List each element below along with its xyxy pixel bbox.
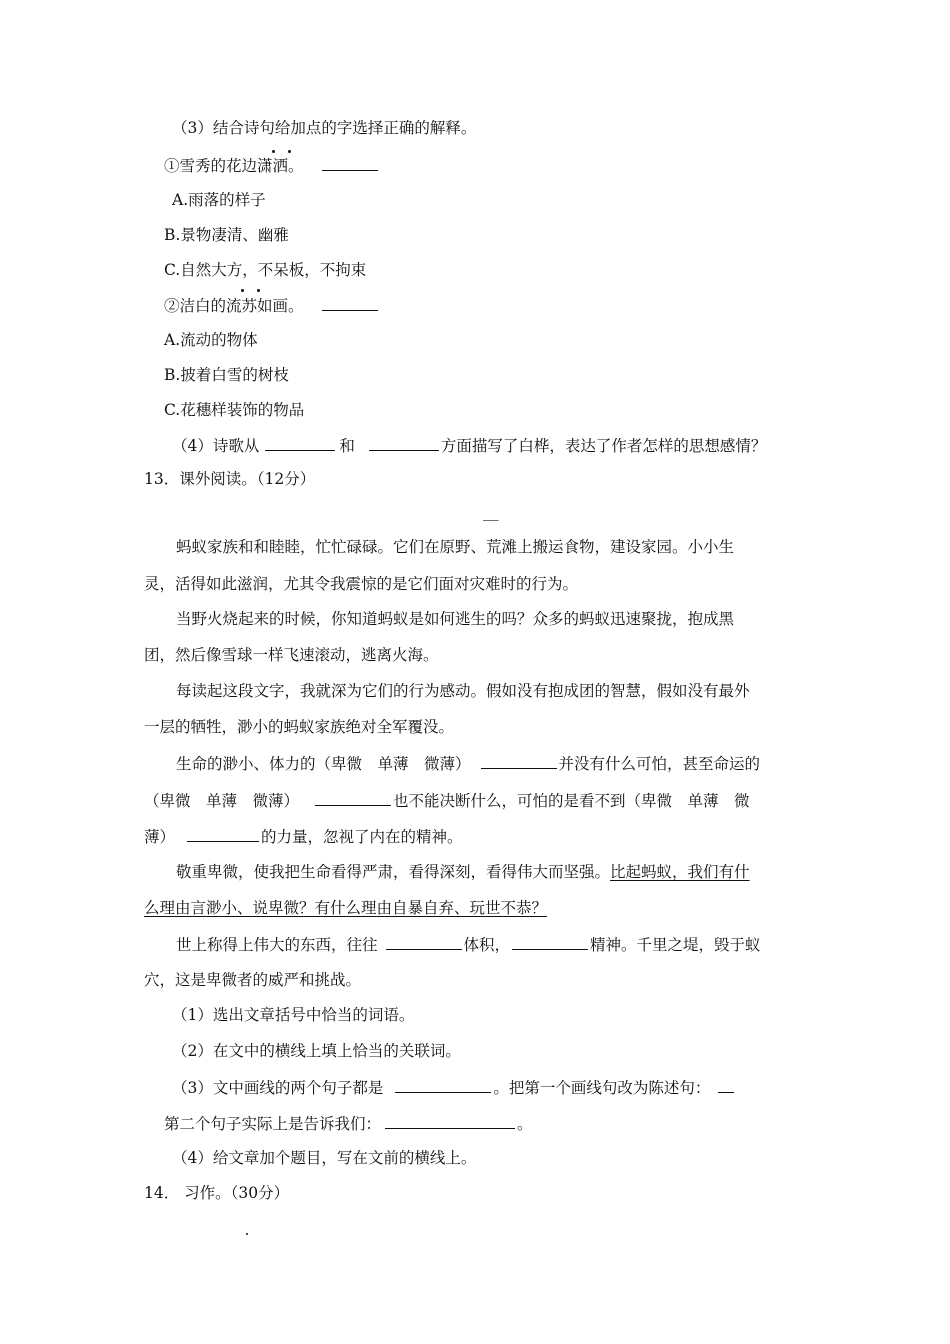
passage-paragraph-1: 灵，活得如此滋润，尤其令我震惊的是它们面对灾难时的行为。 [144,575,579,593]
answer-blank[interactable] [481,753,557,769]
q13-sub3 [172,1077,734,1098]
passage-paragraph-6: 穴，这是卑微者的威严和挑战。 [144,971,362,989]
passage-text: 薄） [144,828,176,846]
underlined-sentence: 么理由言渺小、说卑微？有什么理由自暴自弃、玩世不恭？ [144,899,548,917]
q13-sub3-text: 。把第一个画线句改为陈述句： [493,1079,711,1097]
answer-blank[interactable] [322,155,378,171]
q12-item1-option-c[interactable]: C.自然大方，不呆板，不拘束 [164,261,367,279]
q12-item2-option-c[interactable]: C.花穗样装饰的物品 [164,401,305,419]
q12-sub4 [172,435,766,456]
q12-item2-text: ②洁白的流苏如画。 [164,297,304,315]
passage-text: 也不能决断什么，可怕的是看不到（卑微 单薄 微 [393,792,750,810]
q13-sub3-text: （3）文中画线的两个句子都是 [172,1079,384,1097]
passage-paragraph-6 [176,934,761,955]
passage-text: 精神。千里之堤，毁于蚁 [590,936,761,954]
q14-heading: 14． 习作。（30分） [144,1184,290,1202]
passage-paragraph-5 [176,862,750,882]
q12-item2-option-a[interactable]: A.流动的物体 [164,331,258,349]
passage-paragraph-4 [144,826,463,847]
q13-sub3-text: 第二个句子实际上是告诉我们： [164,1115,382,1133]
answer-blank[interactable] [512,934,588,950]
q12-sub4-text: 方面描写了白桦，表达了作者怎样的思想感情？ [440,437,767,455]
underlined-sentence: 比起蚂蚁，我们有什 [610,863,750,881]
answer-blank[interactable] [369,435,439,451]
passage-text: 并没有什么可怕，甚至命运的 [558,755,761,773]
answer-blank[interactable] [718,1077,734,1093]
passage-text: 世上称得上伟大的东西，往往 [176,936,378,954]
q12-item1-text: ①雪秀的花边潇洒。 [164,157,304,175]
emphasis-dot [241,289,244,292]
passage-text: 敬重卑微，使我把生命看得严肃，看得深刻，看得伟大而坚强。 [176,863,611,881]
emphasis-dot [288,150,291,153]
passage-paragraph-4 [144,790,750,811]
answer-blank[interactable] [322,295,378,311]
answer-blank[interactable] [395,1077,491,1093]
answer-blank[interactable] [315,790,391,806]
q13-sub1: （1）选出文章括号中恰当的词语。 [172,1006,415,1024]
q13-heading: 13．课外阅读。（12分） [144,470,316,488]
passage-paragraph-3: 一层的牺牲，渺小的蚂蚁家族绝对全军覆没。 [144,718,455,736]
passage-text: 的力量，忽视了内在的精神。 [261,828,463,846]
passage-paragraph-3: 每读起这段文字，我就深为它们的行为感动。假如没有抱成团的智慧，假如没有最外 [176,682,750,700]
answer-blank[interactable] [386,934,462,950]
q12-item2-option-b[interactable]: B.披着白雪的树枝 [164,366,289,384]
q13-sub3-line2 [164,1113,533,1134]
q12-sub4-text: 和 [339,437,355,455]
article-title-blank[interactable]: __ [483,503,499,521]
q12-item1-option-a[interactable]: A.雨落的样子 [172,191,266,209]
passage-paragraph-4 [176,753,760,774]
answer-blank[interactable] [265,435,335,451]
q12-sub4-text: （4）诗歌从 [172,437,260,455]
q13-sub3-text: 。 [517,1115,533,1133]
q12-sub3-instruction: （3）结合诗句给加点的字选择正确的解释。 [172,119,477,137]
q12-item1 [164,155,378,176]
passage-text: 体积， [463,936,511,954]
passage-text: 生命的渺小、体力的（卑微 单薄 微薄） [176,755,471,773]
q12-item1-option-b[interactable]: B.景物凄清、幽雅 [164,226,289,244]
answer-blank[interactable] [187,826,259,842]
emphasis-dot [272,150,275,153]
passage-paragraph-1: 蚂蚁家族和和睦睦，忙忙碌碌。它们在原野、荒滩上搬运食物，建设家园。小小生 [176,538,735,556]
q13-sub2: （2）在文中的横线上填上恰当的关联词。 [172,1042,461,1060]
emphasis-dot [257,289,260,292]
passage-paragraph-2: 团，然后像雪球一样飞速滚动，逃离火海。 [144,646,439,664]
q13-sub4: （4）给文章加个题目，写在文前的横线上。 [172,1149,477,1167]
passage-text: （卑微 单薄 微薄） [144,792,300,810]
stray-dot [246,1233,248,1235]
answer-blank[interactable] [385,1113,515,1129]
q12-item2 [164,295,378,316]
passage-paragraph-2: 当野火烧起来的时候，你知道蚂蚁是如何逃生的吗？众多的蚂蚁迅速聚拢，抱成黑 [176,610,735,628]
